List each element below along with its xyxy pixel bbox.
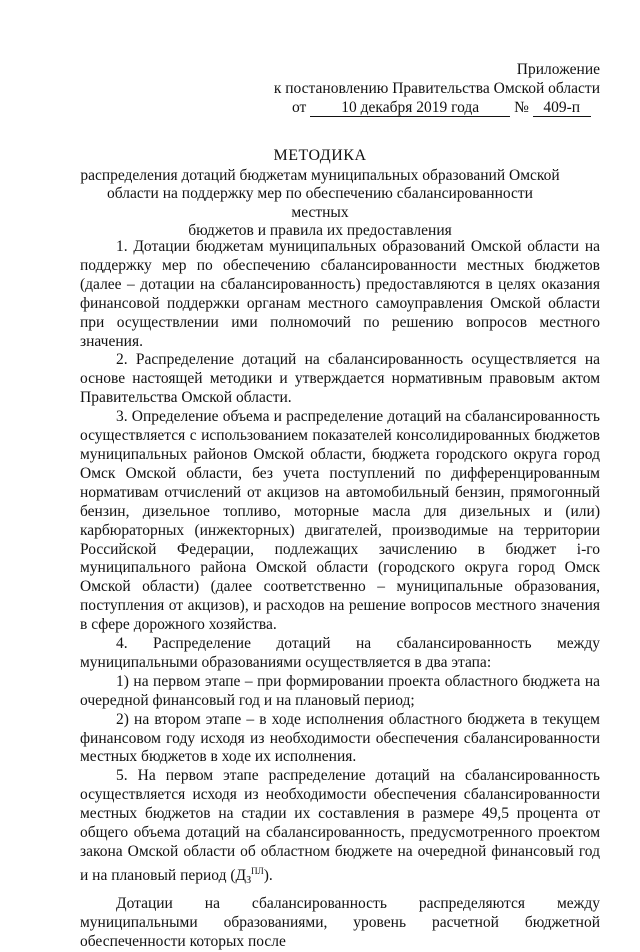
paragraph-7-end: ).: [263, 866, 273, 884]
subsidy-symbol: [236, 867, 264, 884]
resolution-date-number: [270, 98, 600, 117]
appendix-header: [270, 60, 600, 117]
paragraph-1: 1. Дотации бюджетам муниципальных образований Омской области на поддержку мер по обеспечению сбалансированности местных бюджетов (далее – дотации на сбалансированность) предоставляются в целях оказания финансовой поддержки органам местного самоуправления Омской области при осуществлении ими полномочий по решению вопросов местного значения.: [80, 238, 600, 350]
title-subtitle-line-2: области на поддержку мер по обеспечению сбалансированности местных: [107, 185, 533, 221]
title-heading: МЕТОДИКА: [273, 147, 367, 164]
paragraph-2: 2. Распределение дотаций на сбалансированность осуществляется на основе настоящей методики и утверждается нормативным правовым актом Правительства Омской области.: [80, 351, 600, 407]
resolution-date: 10 декабря 2019 года: [310, 99, 510, 117]
from-label: от: [292, 99, 307, 116]
paragraph-4: 4. Распределение дотаций на сбалансированность между муниципальными образованиями осуществляется в два этапа:: [80, 635, 600, 671]
paragraph-7-text: 5. На первом этапе распределение дотаций на сбалансированность осуществляется исходя из необходимости обеспечения сбалансированности местных бюджетов на стадии их составления в размере 49,5 процента от общего объема дотаций на сбалансированность, предусмотренного проектом закона Омской области об областном бюджете на очередной финансовый год и на плановый период (: [80, 767, 600, 884]
document-body: [80, 238, 600, 952]
document-title: [80, 147, 560, 241]
title-subtitle-line-3: бюджетов и правила их предоставления: [188, 222, 452, 240]
subsidy-symbol-subscript: З: [246, 874, 252, 886]
paragraph-3: 3. Определение объема и распределение дотаций на сбалансированность осуществляется с использованием показателей консолидированных бюджетов муниципальных районов Омской области, бюджета городского округа город Омск Омской области, без учета поступлений по дифференцированным нормативам отчислений от акцизов на автомобильный бензин, прямогонный бензин, дизельное топливо, моторные масла для дизельных и (или) карбюраторных (инжекторных) двигателей, производимые на территории Российской Федерации, подлежащих зачислению в бюджет i-го муниципального района Омской области (городского округа город Омск Омской области) (далее соответственно – муниципальные образования, поступления от акцизов), и расходов на решение вопросов местного значения в сфере дорожного хозяйства.: [80, 408, 600, 634]
paragraph-5: 1) на первом этапе – при формировании проекта областного бюджета на очередной финансовый год и на плановый период;: [80, 672, 600, 709]
resolution-number: 409-п: [533, 99, 591, 117]
subsidy-symbol-letter: Д: [235, 866, 247, 884]
appendix-label: Приложение: [516, 61, 600, 78]
resolution-reference: к постановлению Правительства Омской области: [273, 80, 600, 97]
subsidy-symbol-superscript: ПЛ: [251, 865, 264, 876]
paragraph-8: Дотации на сбалансированность распределяются между муниципальными образованиями, уровень расчетной бюджетной обеспеченности которых после: [80, 894, 600, 950]
title-subtitle-line-1: распределения дотаций бюджетам муниципальных образований Омской: [80, 166, 560, 184]
paragraph-6: 2) на втором этапе – в ходе исполнения областного бюджета в текущем финансовом году исходя из необходимости обеспечения сбалансированности местных бюджетов в ходе их исполнения.: [80, 710, 600, 766]
paragraph-7: [80, 767, 600, 890]
number-label: №: [514, 99, 529, 116]
